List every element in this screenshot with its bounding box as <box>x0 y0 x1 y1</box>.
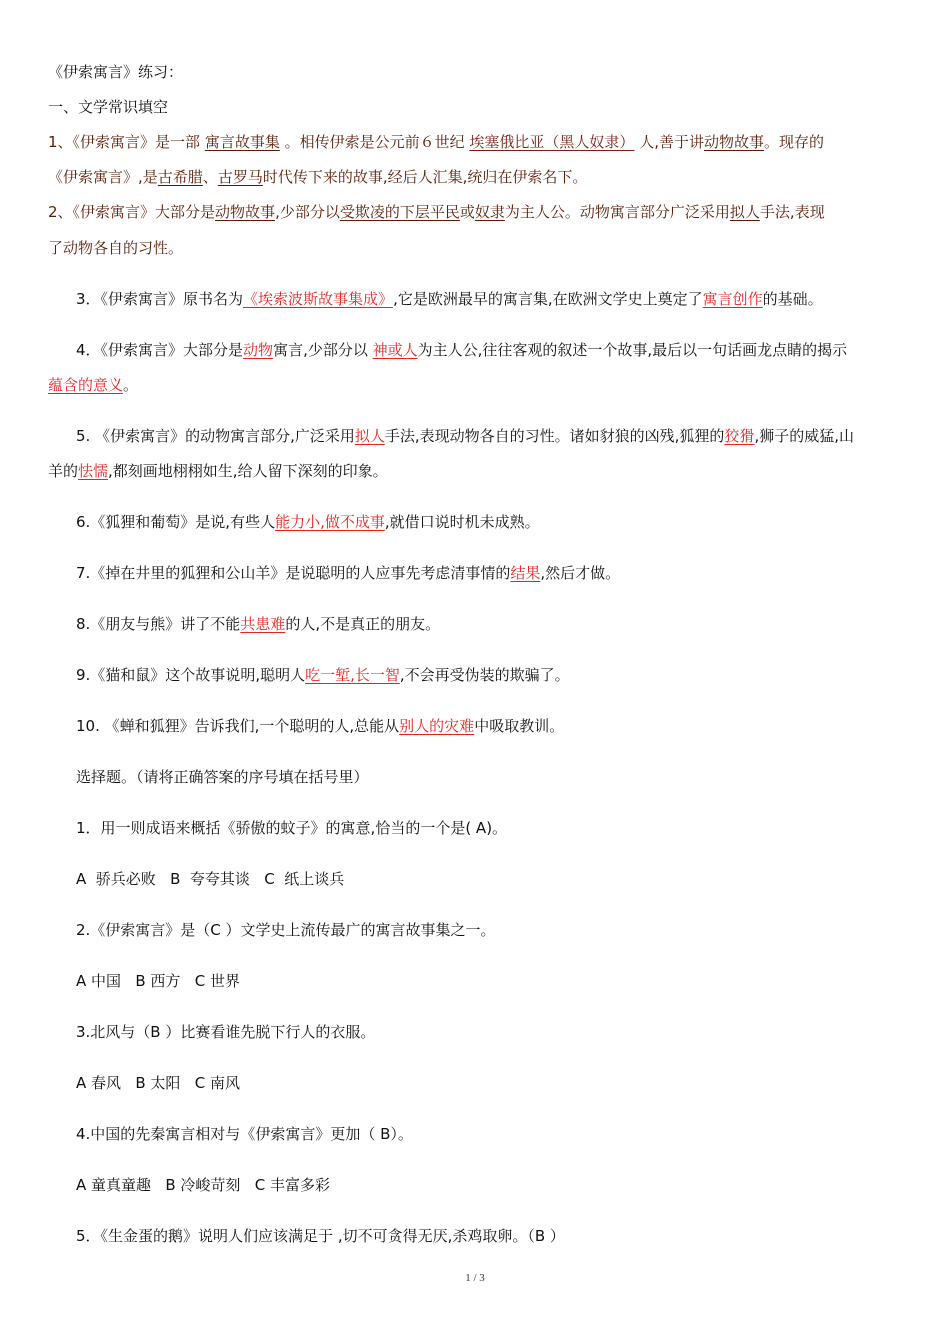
choice-3-question: 3.北风与（B ）比赛看谁先脱下行人的衣服。 <box>76 1023 376 1041</box>
q2-line2: 了动物各自的习性。 <box>48 239 184 257</box>
q3-blank-foundation: 寓言创作 <box>702 290 763 308</box>
q9-line: 9.《猫和鼠》这个故事说明,聪明人吃一堑,长一智,不会再受伪装的欺骗了。 <box>76 666 570 684</box>
choice-2-question: 2.《伊索寓言》是（C ）文学史上流传最广的寓言故事集之一。 <box>76 921 496 939</box>
q8-line: 8.《朋友与熊》讲了不能共患难的人,不是真正的朋友。 <box>76 615 441 633</box>
q1-blank-origin: 埃塞俄比亚（黑人奴隶） <box>469 133 635 151</box>
choice-4-options: A 童真童趣 B 冷峻苛刻 C 丰富多彩 <box>76 1176 330 1194</box>
q10-line: 10. 《蝉和狐狸》告诉我们,一个聪明的人,总能从别人的灾难中吸取教训。 <box>76 717 565 735</box>
q4-line1: 4．《伊索寓言》大部分是动物寓言,少部分以 神或人为主人公,往往客观的叙述一个故事,最后以一句话画龙点睛的揭示 <box>76 341 848 359</box>
choice-3-options: A 春风 B 太阳 C 南风 <box>76 1074 240 1092</box>
page-number: 1 / 3 <box>465 1272 485 1284</box>
q1-line1: 1、《伊索寓言》是一部 寓言故事集 。相传伊索是公元前６世纪 埃塞俄比亚（黑人奴隶） 人,善于讲动物故事。现存的 <box>48 133 825 151</box>
choice-5-question: 5．《生金蛋的鹅》说明人们应该满足于 ,切不可贪得无厌,杀鸡取卵。（B ） <box>76 1227 565 1245</box>
choice-2-options: A 中国 B 西方 C 世界 <box>76 972 240 990</box>
q1-blank-genre: 寓言故事集 <box>204 133 280 151</box>
choice-1-question: 1．用一则成语来概括《骄傲的蚊子》的寓意,恰当的一个是( A)。 <box>76 819 508 837</box>
section-heading: 一、文学常识填空 <box>48 98 169 116</box>
q1-blank-rome: 古罗马 <box>217 168 263 186</box>
choice-1-options: A 骄兵必败 B 夸夸其谈 C 纸上谈兵 <box>76 870 345 888</box>
q6-line: 6.《狐狸和葡萄》是说,有些人能力小,做不成事,就借口说时机未成熟。 <box>76 513 540 531</box>
q1-blank-story: 动物故事 <box>704 133 765 151</box>
q3-blank-original-title: 《埃索波斯故事集成》 <box>243 290 394 308</box>
choice-4-question: 4.中国的先秦寓言相对与《伊索寓言》更加（ B）。 <box>76 1125 413 1143</box>
q5-line2: 羊的怯懦,都刻画地栩栩如生,给人留下深刻的印象。 <box>48 462 388 480</box>
q4-line2: 蕴含的意义。 <box>48 376 139 394</box>
q2-line1: 2、《伊索寓言》大部分是动物故事,少部分以受欺凌的下层平民或奴隶为主人公。动物寓言部分广泛采用拟人手法,表现 <box>48 203 825 221</box>
q1-line2: 《伊索寓言》,是古希腊、古罗马时代传下来的故事,经后人汇集,统归在伊索名下。 <box>48 168 588 186</box>
doc-title: 《伊索寓言》练习： <box>48 63 184 81</box>
q3-line: 3．《伊索寓言》原书名为《埃索波斯故事集成》,它是欧洲最早的寓言集,在欧洲文学史上奠定了寓言创作的基础。 <box>76 290 823 308</box>
choice-heading: 选择题。（请将正确答案的序号填在括号里） <box>76 768 369 786</box>
q7-line: 7.《掉在井里的狐狸和公山羊》是说聪明的人应事先考虑清事情的结果,然后才做。 <box>76 564 621 582</box>
q1-blank-greece: 古希腊 <box>157 168 203 186</box>
q5-line1: 5. 《伊索寓言》的动物寓言部分,广泛采用拟人手法,表现动物各自的习性。诸如豺狼的凶残,狐狸的狡猾,狮子的威猛,山 <box>76 427 854 445</box>
